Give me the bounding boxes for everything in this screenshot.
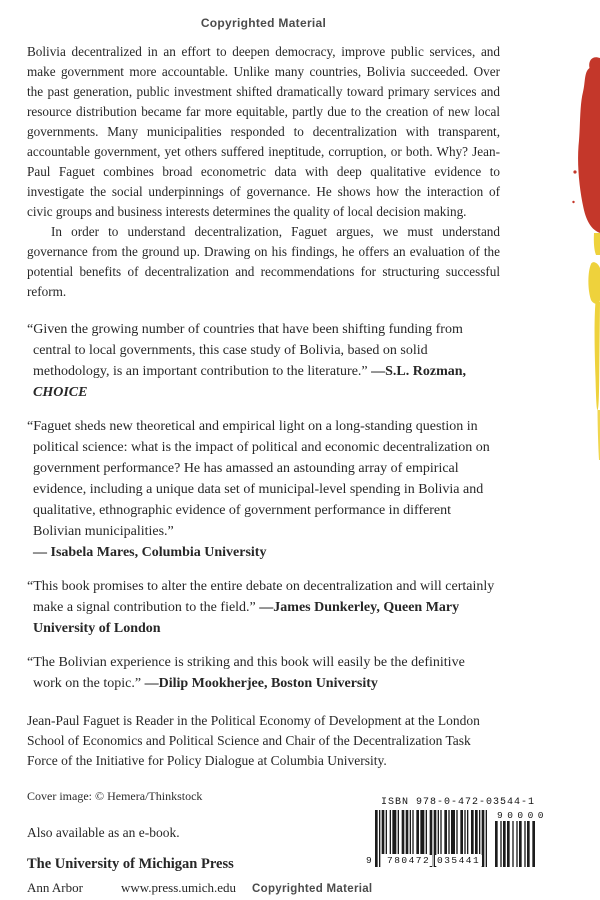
review-blurb-mookherjee <box>27 652 496 694</box>
isbn-digits-group2: 035441 <box>437 855 481 866</box>
ean-barcode <box>366 810 487 870</box>
blurb-attribution: —Dilip Mookherjee, Boston University <box>144 676 378 691</box>
copyright-notice-bottom: Copyrighted Material <box>252 883 373 895</box>
blurb-source: CHOICE <box>33 385 88 400</box>
publisher-block <box>27 825 377 896</box>
copyright-notice-top: Copyrighted Material <box>200 16 327 30</box>
supplement-barcode-bars <box>495 821 551 867</box>
description-paragraph-2: In order to understand decentralization, Faguet argues, we must understand governance from the ground up. Drawing on his findings, he offers an evaluation of the potential benefits of decentralization and recommendations for structuring successful reform. <box>27 224 500 299</box>
publisher-website: www.press.umich.edu <box>120 880 237 895</box>
paint-splash-artwork <box>560 52 600 467</box>
publisher-name: The University of Michigan Press <box>27 856 234 872</box>
blurb-attribution: — Isabela Mares, Columbia University <box>33 545 267 560</box>
blurb-attribution: —James Dunkerley, Queen Mary University of London <box>33 600 460 636</box>
isbn-digit-lead: 9 <box>366 855 374 866</box>
back-cover-text-block <box>27 0 500 896</box>
barcode-row <box>366 810 557 872</box>
book-description <box>27 42 500 302</box>
supplement-code: 90000 <box>497 810 549 821</box>
supplement-barcode <box>495 810 553 872</box>
blurb-quote: “Given the growing number of countries that have been shifting funding from central to local governments, this case study of Bolivia, based on solid methodology, is an important contribution to the literature.” <box>27 322 463 379</box>
blurb-quote: “Faguet sheds new theoretical and empirical light on a long-standing question in political science: what is the impact of political and economic decentralization on government performance? He has amassed an astounding array of empirical evidence, including a unique data set of municipal-level spending in Bolivia and qualitative, ethnographic evidence of government performance in different Bolivian municipalities.” <box>27 419 490 539</box>
cover-image-credit: Cover image: © Hemera/Thinkstock <box>27 789 203 803</box>
isbn-digits-group1: 780472 <box>387 855 431 866</box>
ebook-availability: Also available as an e-book. <box>27 825 180 840</box>
review-blurb-mares <box>27 416 496 563</box>
review-blurb-dunkerley <box>27 576 496 639</box>
isbn-label: ISBN 978-0-472-03544-1 <box>381 797 536 808</box>
publisher-details <box>27 880 377 896</box>
author-bio: Jean-Paul Faguet is Reader in the Political Economy of Development at the London School of Economics and Political Science and Chair of the Decentralization Task Force of the Initiative for Policy Dialogue at Columbia University. <box>27 713 480 768</box>
isbn-barcode-block <box>366 797 557 872</box>
review-blurb-choice <box>27 319 496 403</box>
publisher-city: Ann Arbor <box>27 880 83 895</box>
blurb-attribution: —S.L. Rozman, <box>371 364 467 379</box>
blurb-quote: “This book promises to alter the entire debate on decentralization and will certainly make a signal contribution to the field.” <box>27 579 495 615</box>
description-paragraph-1: Bolivia decentralized in an effort to deepen democracy, improve public services, and make government more accountable. Unlike many countries, Bolivia succeeded. Over the past generation, public investment shifted dramatically toward primary services and resource distribution became far more equitable, partly due to the creation of new local governments. Many municipalities responded to decentralization with transparent, accountable government, yet others suffered ineptitude, corruption, or both. Why? Jean-Paul Faguet combines broad econometric data with deep qualitative evidence to investigate the social underpinnings of governance. He shows how the interaction of civic groups and business interests determines the quality of local decision making. <box>27 44 500 219</box>
blurb-quote: “The Bolivian experience is striking and this book will easily be the definitive work on the topic.” <box>27 655 465 691</box>
